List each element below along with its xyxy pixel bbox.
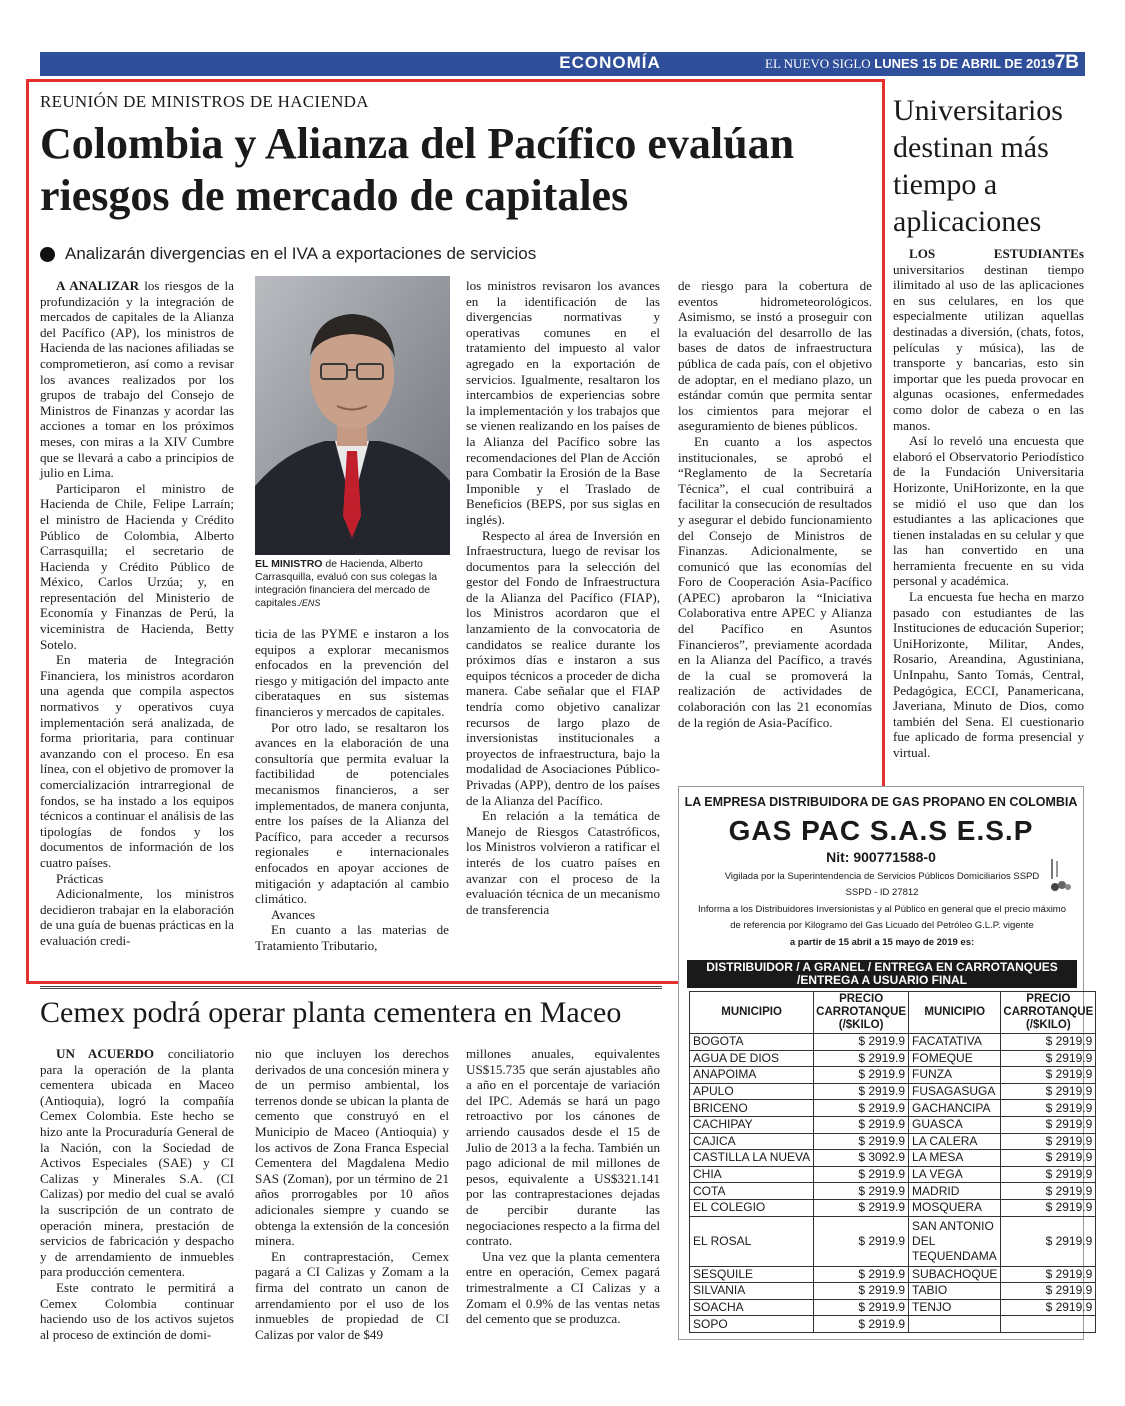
- paragraph: millones anuales, equivalentes US$15.735 que serán ajustables año a año en el porcentaje de variación del IPC. Además se hará un pago retroactivo por los cánones de arriendo causados desde el 15 de Julio de 2013 a la fecha. También un pago adicional de mil millones de pesos, equivalente a US$321.141 por las contraprestaciones dejadas de percibir durante las negociaciones respecto a la firma del contrato.: [466, 1046, 660, 1249]
- price-cell: $ 2919.9: [814, 1216, 909, 1266]
- article-column-3: [466, 278, 660, 917]
- side-headline: Universitarios destinan más tiempo a aplicaciones: [893, 94, 1063, 238]
- table-row: [690, 1083, 1096, 1100]
- price-cell: $ 2919.9: [1001, 1166, 1096, 1183]
- side-story-column: [893, 246, 1084, 761]
- price-cell: $ 2919.9: [1001, 1083, 1096, 1100]
- municipio-cell: MADRID: [909, 1183, 1001, 1200]
- ad-informa-line-1: Informa a los Distribuidores Inversionistas y al Público en general que el precio máximo: [697, 904, 1067, 915]
- municipio-cell: SAN ANTONIO DEL TEQUENDAMA: [909, 1216, 1001, 1266]
- price-cell: $ 2919.9: [814, 1100, 909, 1117]
- price-cell: $ 2919.9: [814, 1299, 909, 1316]
- municipio-cell: BRICENO: [690, 1100, 814, 1117]
- municipio-cell: GUASCA: [909, 1116, 1001, 1133]
- bullet-dot-icon: [40, 247, 55, 262]
- price-cell: $ 2919.9: [1001, 1283, 1096, 1300]
- second-story-column-3: [466, 1046, 660, 1327]
- price-cell: $ 2919.9: [1001, 1133, 1096, 1150]
- column-header: MUNICIPIO: [690, 992, 814, 1034]
- price-cell: $ 2919.9: [814, 1083, 909, 1100]
- municipio-cell: FOMEQUE: [909, 1050, 1001, 1067]
- table-row: [690, 1116, 1096, 1133]
- main-headline: Colombia y Alianza del Pacífico evalúan riesgos de mercado de capitales: [40, 119, 795, 220]
- table-row: [690, 1316, 1096, 1333]
- table-row: [690, 1266, 1096, 1283]
- price-cell: $ 2919.9: [814, 1266, 909, 1283]
- paragraph: LOS ESTUDIANTEs universitarios destinan tiempo ilimitado al uso de las aplicaciones en sus celulares, en los que especialmente utilizan aquellas destinadas a diversión, (chats, fotos, películas y música), las de transporte y bancarias, esto sin importar que les pueda provocar en algunas ocasiones, enfermedades como dolor de cabeza o en las manos.: [893, 246, 1084, 433]
- photo-caption: EL MINISTRO de Hacienda, Alberto Carrasquilla, evaluó con sus colegas la integración financiera del mercado de capitales./ENS: [255, 558, 438, 609]
- section-subtitle: Avances: [271, 906, 316, 922]
- minister-photo: [255, 276, 450, 555]
- price-cell: $ 2919.9: [814, 1034, 909, 1051]
- price-cell: $ 2919.9: [814, 1116, 909, 1133]
- price-cell: $ 2919.9: [1001, 1299, 1096, 1316]
- paragraph: La encuesta fue hecha en marzo pasado con estudiantes de las Instituciones de educación Superior; UniHorizonte, Militar, Andes, Rosario, Areandina, Agustiniana, UnInpahu, Santo Tomás, Central, Pedagógica, ECCI, Panamericana, Javeriana, Minuto de Dios, como también del Sena. El cuestionario fue aplicado de forma presencial y virtual.: [893, 589, 1084, 760]
- paragraph: Participaron el ministro de Hacienda de Chile, Felipe Larraín; el ministro de Hacienda y Crédito Público de Colombia, Alberto Carrasquilla; el secretario de Hacienda y Crédito Público de México, Carlos Urzúa; y, en representación del Ministerio de Economía y Finanzas de Perú, la viceministra de Hacienda, Betty Sotelo.: [40, 480, 234, 652]
- municipio-cell: CASTILLA LA NUEVA: [690, 1150, 814, 1167]
- price-cell: $ 2919.9: [1001, 1183, 1096, 1200]
- section-name: ECONOMÍA: [559, 53, 661, 72]
- price-table-header: [690, 992, 1096, 1034]
- price-cell: $ 2919.9: [1001, 1150, 1096, 1167]
- municipio-cell: TABIO: [909, 1283, 1001, 1300]
- municipio-cell: TENJO: [909, 1299, 1001, 1316]
- municipio-cell: EL ROSAL: [690, 1216, 814, 1266]
- newspaper-name: EL NUEVO SIGLO: [765, 56, 871, 71]
- paragraph: Una vez que la planta cementera entre en operación, Cemex pagará trimestralmente a CI Calizas y a Zomam el 0.9% de las ventas netas del cemento que se produzca.: [466, 1248, 660, 1327]
- table-row: [690, 1166, 1096, 1183]
- table-row: [690, 1100, 1096, 1117]
- table-row: [690, 1034, 1096, 1051]
- price-cell: $ 2919.9: [814, 1283, 909, 1300]
- municipio-cell: APULO: [690, 1083, 814, 1100]
- municipio-cell: [909, 1316, 1001, 1333]
- ad-period: a partir de 15 abril a 15 mayo de 2019 es:: [789, 937, 975, 948]
- article-column-4: [678, 278, 872, 730]
- subheadline-text: Analizarán divergencias en el IVA a exportaciones de servicios: [65, 244, 537, 263]
- table-row: [690, 1299, 1096, 1316]
- paragraph: Respecto al área de Inversión en Infraestructura, luego de revisar los documentos para la selección del gestor del Fondo de Infraestructura de la Alianza del Pacífico (FIAP), los Ministros acordaron que el lanzamiento de la convocatoria de candidatos se realice durante los próximos días e instaron a sus equipos técnicos a proceder de dicha manera. Cabe señalar que el FIAP tendría como objetivo canalizar recursos de largo plazo de inversionistas institucionales a proyectos de infraestructura, bajo la modalidad de Asociaciones Público-Privadas (APP), dentro de los países de la Alianza del Pacífico.: [466, 527, 660, 808]
- municipio-cell: ANAPOIMA: [690, 1067, 814, 1084]
- price-cell: $ 2919.9: [1001, 1034, 1096, 1051]
- column-header: MUNICIPIO: [909, 992, 1001, 1034]
- ad-vigilada: Vigilada por la Superintendencia de Servicios Públicos Domiciliarios SSPD: [724, 871, 1040, 882]
- paragraph: Por otro lado, se resaltaron los avances en la elaboración de una consultoría que permita evaluar la factibilidad de potenciales mecanismos financieros, a ser implementados, de manera conjunta, entre los países de la Alianza del Pacífico, para acceder a recursos regionales e internacionales enfocados en apoyar acciones de mitigación y adaptación al cambio climático.: [255, 719, 449, 907]
- municipio-cell: LA MESA: [909, 1150, 1001, 1167]
- paragraph: Este contrato le permitirá a Cemex Colombia continuar haciendo uso de los activos sujetos al proceso de extinción de domi-: [40, 1279, 234, 1342]
- section-header-bar: [40, 52, 1085, 76]
- price-cell: $ 2919.9: [1001, 1067, 1096, 1084]
- table-row: [690, 1050, 1096, 1067]
- publication-date: LUNES 15 DE ABRIL DE 2019: [874, 56, 1055, 71]
- paragraph: ticia de las PYME e instaron a los equipos a explorar mecanismos enfocados en la prevención del riesgo y mitigación del impacto ante ciberataques en sus sistemas financieros y mercados de capitales.: [255, 626, 449, 719]
- article-column-1: [40, 278, 234, 949]
- column-header: PRECIO CARROTANQUE (/$KILO): [1001, 992, 1096, 1034]
- price-cell: $ 2919.9: [1001, 1050, 1096, 1067]
- article-column-2: [255, 626, 449, 953]
- column-header: PRECIO CARROTANQUE (/$KILO): [814, 992, 909, 1034]
- municipio-cell: CACHIPAY: [690, 1116, 814, 1133]
- second-headline: Cemex podrá operar planta cementera en Maceo: [40, 996, 622, 1029]
- paragraph: En cuanto a los aspectos institucionales, se aprobó el “Reglamento de la Secretaría Técnica”, el cual contribuirá a facilitar la consecución de resultados y asegurar el debido funcionamiento del Consejo de Ministros de Finanzas. Adicionalmente, se comunicó que las economías del Foro de Cooperación Asia-Pacífico (APEC) aprobaron la “Iniciativa Colaborativa entre APEC y Alianza del Pacífico en Asuntos Financieros”, previamente acordada en la Alianza del Pacífico, a través de la cual se promoverá la realización de actividades de colaboración con las 21 economías de la región de Asia-Pacífico.: [678, 433, 872, 730]
- paragraph: nio que incluyen los derechos derivados de una concesión minera y de un permiso ambiental, los terrenos donde se ubican la planta de cemento que construyó en el Municipio de Maceo (Antioquia) y los activos de Zona Franca Especial Cementera del Magdalena Medio SAS (Zoman), por un término de 21 años prorrogables por 10 años adicionales siempre y cuando se obtenga la extensión de la concesión minera.: [255, 1046, 449, 1249]
- ad-top-line: LA EMPRESA DISTRIBUIDORA DE GAS PROPANO EN COLOMBIA: [684, 795, 1078, 809]
- municipio-cell: SOPO: [690, 1316, 814, 1333]
- table-row: [690, 1150, 1096, 1167]
- price-cell: $ 2919.9: [1001, 1266, 1096, 1283]
- paragraph: de riesgo para la cobertura de eventos hidrometeorológicos. Asimismo, se instó a proseguir con la evaluación del desarrollo de las bases de datos de infraestructura pública de cada país, con el objetivo de adoptar, en el mediano plazo, un estándar común que permita sentar los cimientos para mejorar el aseguramiento de bienes públicos.: [678, 278, 872, 434]
- paragraph: En cuanto a las materias de Tratamiento Tributario,: [255, 922, 449, 953]
- page-number: 7B: [1054, 52, 1079, 73]
- table-row: [690, 1067, 1096, 1084]
- subheadline: [40, 244, 536, 264]
- municipio-cell: FACATATIVA: [909, 1034, 1001, 1051]
- table-row: [690, 1283, 1096, 1300]
- table-row: [690, 1199, 1096, 1216]
- price-cell: [1001, 1316, 1096, 1333]
- municipio-cell: SOACHA: [690, 1299, 814, 1316]
- price-cell: $ 2919.9: [814, 1166, 909, 1183]
- municipio-cell: SUBACHOQUE: [909, 1266, 1001, 1283]
- municipio-cell: SESQUILE: [690, 1266, 814, 1283]
- ad-nit: Nit: 900771588-0: [826, 849, 936, 865]
- paragraph: En relación a la temática de Manejo de Riesgos Catastróficos, los Ministros volvieron a ratificar el interés de los cuatro países en avanzar con el proceso de la evaluación técnica de un mecanismo de transferencia: [466, 808, 660, 917]
- story-kicker: REUNIÓN DE MINISTROS DE HACIENDA: [40, 92, 369, 111]
- lead-in: A ANALIZAR: [56, 278, 140, 293]
- second-story-column-1: [40, 1046, 234, 1342]
- table-row: [690, 1133, 1096, 1150]
- municipio-cell: GACHANCIPA: [909, 1100, 1001, 1117]
- price-cell: $ 2919.9: [1001, 1100, 1096, 1117]
- price-cell: $ 2919.9: [814, 1067, 909, 1084]
- municipio-cell: AGUA DE DIOS: [690, 1050, 814, 1067]
- story-divider: [40, 986, 662, 989]
- ad-table-band: DISTRIBUIDOR / A GRANEL / ENTREGA EN CARROTANQUES /ENTREGA A USUARIO FINAL: [687, 960, 1077, 988]
- price-cell: $ 2919.9: [1001, 1116, 1096, 1133]
- municipio-cell: LA CALERA: [909, 1133, 1001, 1150]
- ad-company-name: GAS PAC S.A.S E.S.P: [728, 815, 1034, 846]
- municipio-cell: CAJICA: [690, 1133, 814, 1150]
- paragraph: los ministros revisaron los avances en la identificación de las divergencias normativas y operativas comunes en el tratamiento del impuesto al valor agregado en la exportación de servicios. Igualmente, resaltaron los intercambios de experiencias sobre la implementación y los trabajos que se vienen realizando en los países de la Alianza del Pacífico sobre las recomendaciones del Plan de Acción para Combatir la Erosión de la Base Imponible y el Traslado de Beneficios (BEPS, por sus siglas en inglés).: [466, 278, 660, 527]
- price-table: [689, 991, 1096, 1333]
- paragraph: Adicionalmente, los ministros decidieron trabajar en la elaboración de una guía de buenas prácticas en la evaluación credi-: [40, 886, 234, 948]
- municipio-cell: SILVANIA: [690, 1283, 814, 1300]
- municipio-cell: FUSAGASUGA: [909, 1083, 1001, 1100]
- section-subtitle: Prácticas: [56, 870, 104, 886]
- table-row: [690, 1183, 1096, 1200]
- paragraph: Así lo reveló una encuesta que elaboró el Observatorio Periodístico de la Fundación Universitaria Horizonte, UniHorizonte, en la que se midió el uso que dan los estudiantes a las aplicaciones que tienen instaladas en su celular y que las han convertido en una herramienta frecuente en su vida personal y académica.: [893, 433, 1084, 589]
- paragraph: En contraprestación, Cemex pagará a CI Calizas y Zomam a la firma del contrato un canon de arrendamiento por el uso de los inmuebles de propiedad de CI Calizas por valor de $49: [255, 1248, 449, 1342]
- price-cell: $ 2919.9: [1001, 1216, 1096, 1266]
- municipio-cell: MOSQUERA: [909, 1199, 1001, 1216]
- paragraph: En materia de Integración Financiera, los ministros acordaron una agenda que compila aspectos normativos y operativos cuya implementación será analizada, de forma prioritaria, para continuar avanzando con el proceso. En esa línea, con el objetivo de promover la comercialización intrarregional de fondos, se ha instado a los equipos técnicos a continuar el análisis de las tipologías de fondos y los documentos de información de los cuatro países.: [40, 652, 234, 870]
- price-cell: $ 2919.9: [1001, 1199, 1096, 1216]
- price-cell: $ 2919.9: [814, 1199, 909, 1216]
- municipio-cell: EL COLEGIO: [690, 1199, 814, 1216]
- masthead: [765, 56, 1055, 72]
- municipio-cell: COTA: [690, 1183, 814, 1200]
- second-story-column-2: [255, 1046, 449, 1342]
- ad-informa-line-2: de referencia por Kilogramo del Gas Licuado del Petróleo G.L.P. vigente: [730, 920, 1034, 931]
- minister-portrait-image: [255, 276, 450, 555]
- price-cell: $ 3092.9: [814, 1150, 909, 1167]
- ad-sspd: SSPD - ID 27812: [845, 887, 919, 898]
- table-row: [690, 1216, 1096, 1266]
- municipio-cell: CHIA: [690, 1166, 814, 1183]
- price-cell: $ 2919.9: [814, 1316, 909, 1333]
- municipio-cell: FUNZA: [909, 1067, 1001, 1084]
- price-cell: $ 2919.9: [814, 1050, 909, 1067]
- gas-price-advertisement: [678, 786, 1094, 1340]
- paragraph: A ANALIZAR los riesgos de la profundización y la integración de mercados de capitales de la Alianza del Pacífico (AP), los ministros de Hacienda de las naciones afiliadas se comprometieron, así como a revisar los avances realizados por los grupos de trabajo del Consejo de Ministros de Finanzas y acordar las acciones a tomar en los próximos meses, con miras a la XIV Cumbre que se llevará a cabo a principios de julio en Lima.: [40, 278, 234, 481]
- municipio-cell: LA VEGA: [909, 1166, 1001, 1183]
- municipio-cell: BOGOTA: [690, 1034, 814, 1051]
- price-cell: $ 2919.9: [814, 1183, 909, 1200]
- paragraph: UN ACUERDO conciliatorio para la operación de la planta cementera ubicada en Maceo (Antioquia), logró la compañía Cemex Colombia. Este hecho se hizo ante la Procuraduría General de la Nación, con la Sociedad de Activos Especiales (SAE) y CI Calizas y Minerales S.A. (CI Calizas) por medio del cual se avaló la suscripción de un contrato de operación minera, prestación de servicios de fabricación y despacho y de arrendamiento de inmuebles para producción cementera.: [40, 1046, 234, 1280]
- price-cell: $ 2919.9: [814, 1133, 909, 1150]
